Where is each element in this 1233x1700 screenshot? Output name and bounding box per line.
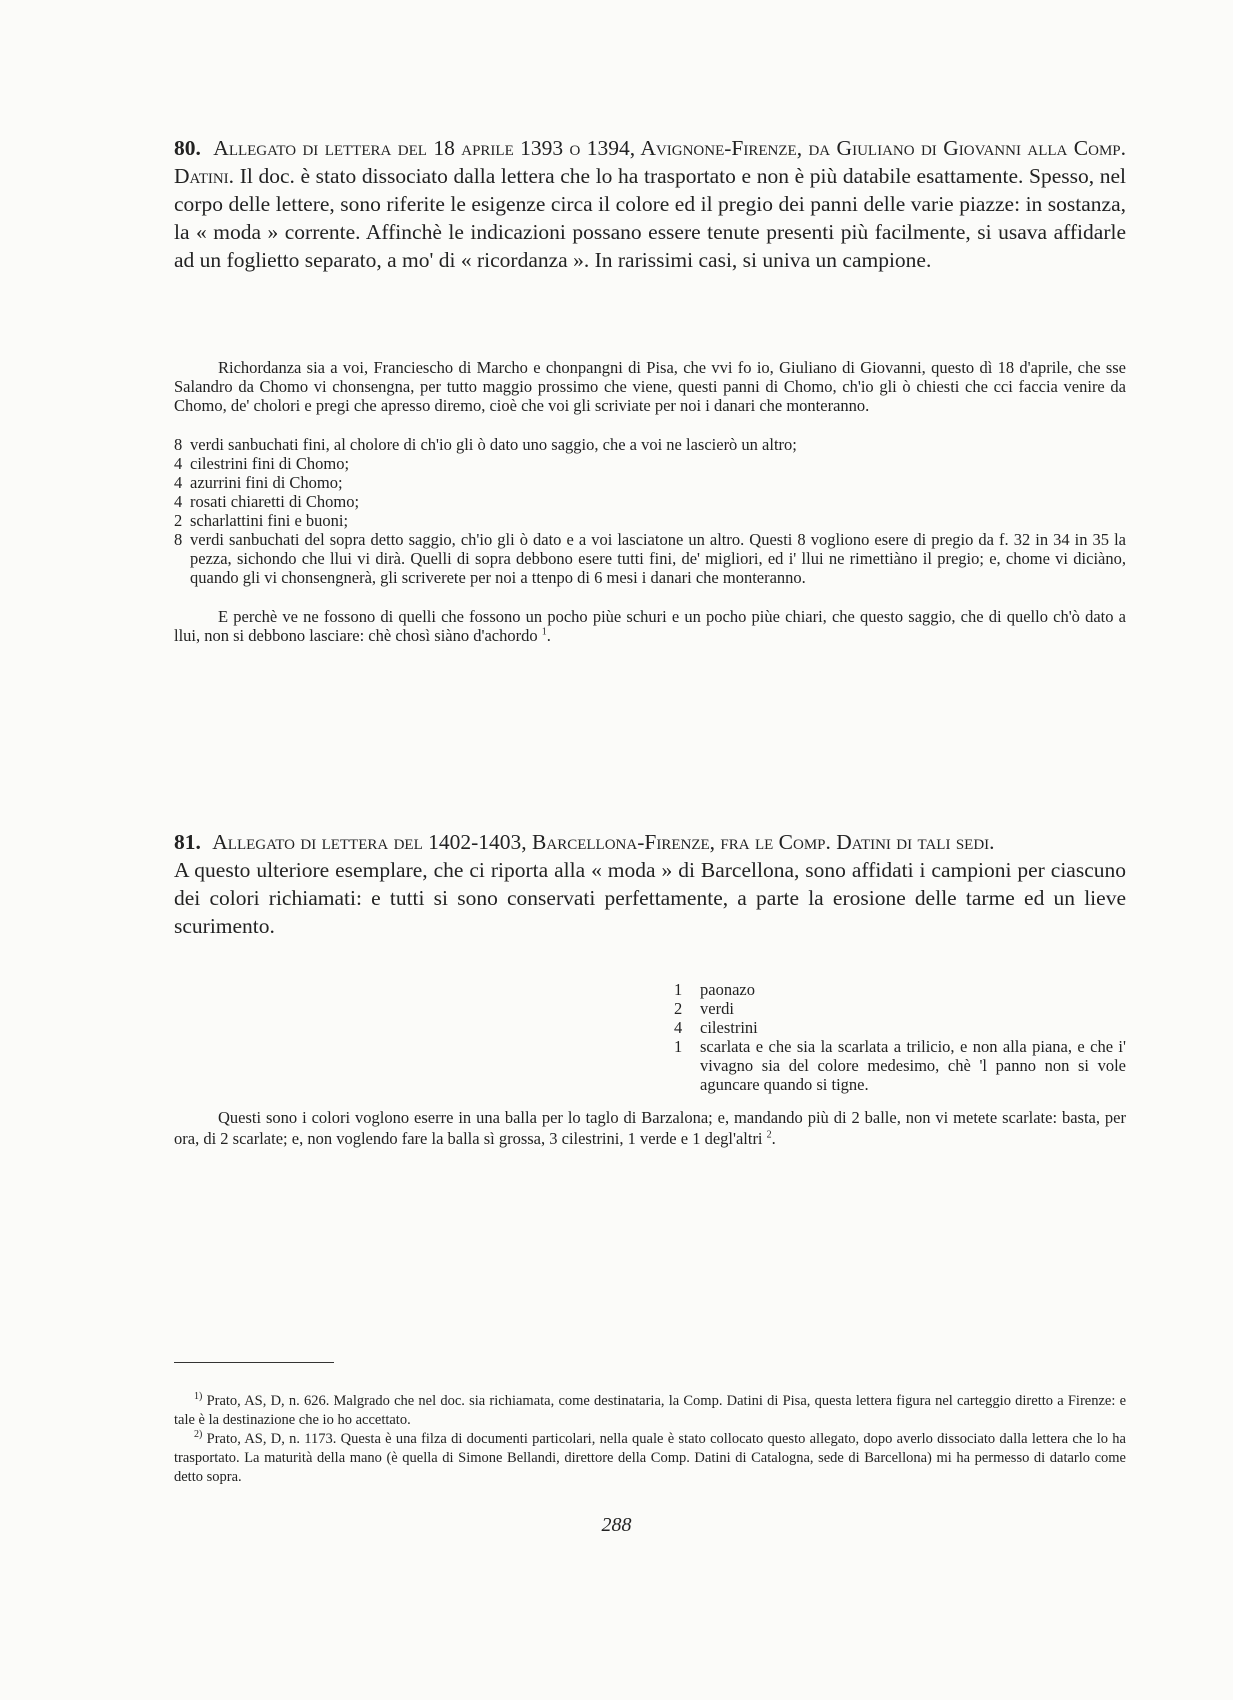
list-item: 8 verdi sanbuchati fini, al cholore di ch'io gli ò dato uno saggio, che a voi ne lascierò un altro; [174,435,797,454]
footnote-ref-1: 1 [541,626,547,638]
list-item: 1 paonazo [674,980,755,999]
item-list-81 [674,980,1126,1094]
footnotes [174,1392,1126,1487]
footnote-ref-2: 2 [766,1129,772,1141]
section-80-description: Il doc. è stato dissociato dalla lettera che lo ha trasportato e non è più databile esattamente. Spesso, nel corpo delle lettere, sono riferite le esigenze circa il colore ed il pregio dei panni delle varie piazze: in sostanza, la « moda » corrente. Affinchè le indicazioni possano essere tenute presenti più facilmente, si usava affidarle ad un foglietto separato, a mo' di « ricordanza ». In rarissimi casi, si univa un campione. [174,164,1126,272]
list-item: 4 rosati chiaretti di Chomo; [174,492,360,511]
letter-intro: Richordanza sia a voi, Franciescho di Marcho e chonpangni di Pisa, che vvi fo io, Giuliano di Giovanni, questo dì 18 d'aprile, che sse Salandro da Chomo vi chonsengna, per tutto maggio prossimo che viene, questi panni di Chomo, ch'io gli ò chiesti che cci faccia venire da Chomo, de' cholori e pregi che apresso diremo, cioè che voi gli scriviate per noi i danari che monteranno. [174,358,1126,415]
section-81-number: 81. [174,830,201,854]
section-81-title: Allegato di lettera del 1402-1403, Barcellona-Firenze, fra le Comp. Datini di tali sedi. [212,830,995,854]
section-80-number: 80. [174,136,201,160]
list-item: 4 cilestrini fini di Chomo; [174,454,350,473]
section-80-letter [174,358,1126,645]
page-number: 288 [601,1514,632,1536]
list-item: 2 scharlattini fini e buoni; [174,511,349,530]
list-item: 4 cilestrini [674,1018,758,1037]
section-81-paragraph: Questi sono i colori voglono eserre in una balla per lo taglo di Barzalona; e, mandando più di 2 balle, non vi metete scarlate: basta, per ora, di 2 scarlate; e, non voglendo fare la balla sì grossa, 3 cilestrini, 1 verde e 1 degl'altri $^2$. [174,1108,1126,1148]
section-80-heading [174,134,1126,274]
item-list-80 [174,435,1126,587]
footnote-1: $^{1)}$ Prato, AS, D, n. 626. Malgrado che nel doc. sia richiamata, come destinataria, la Comp. Datini di Pisa, questa lettera figura nel carteggio diretto a Firenze: e tale è la destinazione che io ho accettato. [174,1391,1126,1428]
list-item: 1 scarlata e che sia la scarlata a trilicio, e non alla piana, e che i' vivagno sia del colore medesimo, chè 'l panno non si vole aguncare quando si tigne. [674,1037,1126,1094]
letter-closing: E perchè ve ne fossono di quelli che fossono un pocho piùe schuri e un pocho piùe chiari, che questo saggio, che di quello ch'ò dato a llui, non si debbono lasciare: chè chosì siàno d'achordo $^1$. [174,607,1126,645]
section-80-title: Allegato di lettera del 18 aprile 1393 o 1394, Avignone-Firenze, da Giuliano di Giovanni alla Comp. Datini. [174,136,1127,188]
list-item: 2 verdi [674,999,734,1018]
list-item: 8 verdi sanbuchati del sopra detto saggio, ch'io gli ò dato e a voi lasciatone un altro. Questi 8 vogliono esere di pregio da f. 32 in 34 in 35 la pezza, sichondo che llui vi dirà. Quelli di sopra debbono esere tutti fini, de' migliori, ed i' llui ne rimettiàno il pregio; e, chome vi diciàno, quando gli vi chonsengnerà, gli scriverete per noi a ttenpo di 6 mesi i danari che monteranno. [174,530,1126,587]
list-item: 4 azurrini fini di Chomo; [174,473,343,492]
section-81-description: A questo ulteriore esemplare, che ci riporta alla « moda » di Barcellona, sono affidati i campioni per ciascuno dei colori richiamati: e tutti si sono conservati perfettamente, a parte la erosione delle tarme ed un lieve scurimento. [174,858,1126,938]
footnote-2: $^{2)}$ Prato, AS, D, n. 1173. Questa è una filza di documenti particolari, nella quale è stato collocato questo allegato, dopo averlo dissociato dalla lettera che lo ha trasportato. La maturità della mano (è quella di Simone Bellandi, direttore della Comp. Datini di Catalogna, sede di Barcellona) mi ha permesso di datarlo come detto sopra. [174,1429,1126,1485]
section-81-heading [174,828,1126,940]
footnote-divider [174,1362,334,1363]
